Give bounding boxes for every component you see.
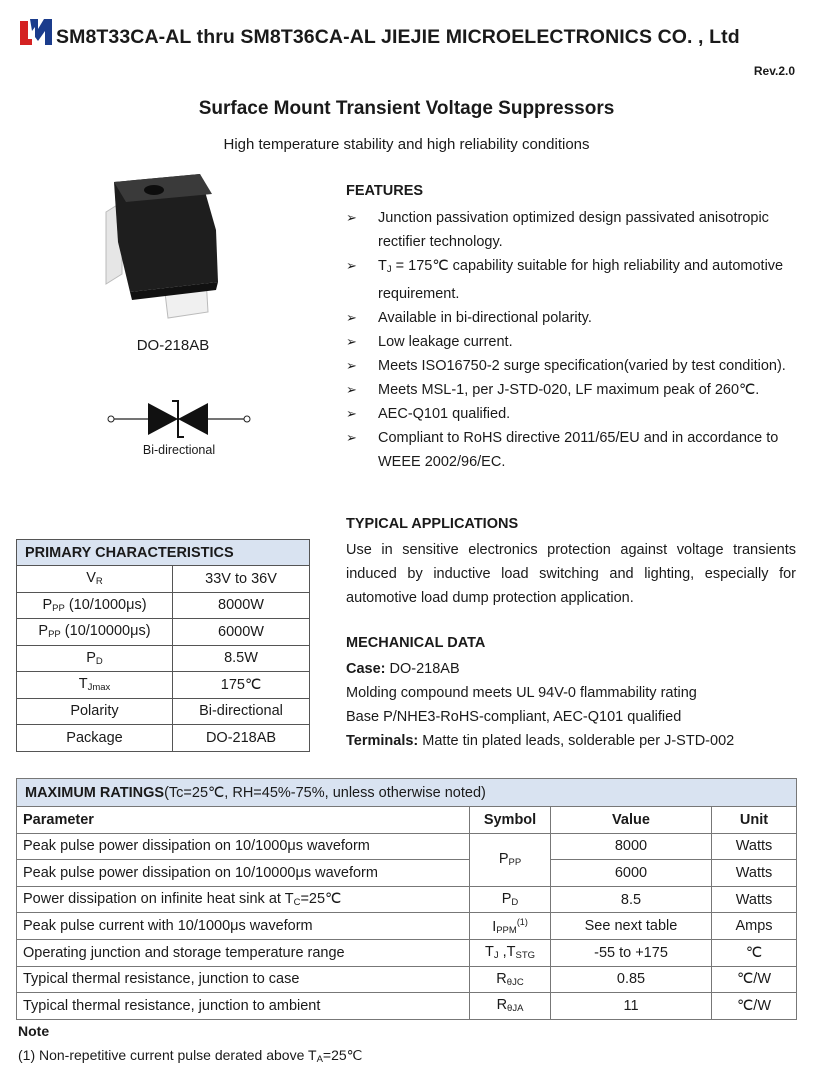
- table-row: Typical thermal resistance, junction to ambient $R_{\theta JA}$ 11 ℃/W: [17, 993, 797, 1020]
- table-row: Power dissipation on infinite heat sink at $T_C=25℃$ $P_D$ 8.5 Watts: [17, 886, 797, 913]
- list-item: ➢ AEC-Q101 qualified.: [346, 406, 511, 422]
- applications-heading: TYPICAL APPLICATIONS: [346, 516, 519, 532]
- diode-label: Bi-directional: [142, 443, 216, 457]
- list-item: ➢ Meets MSL-1, per J-STD-020, LF maximum peak of 260℃.: [346, 382, 760, 398]
- list-item: ➢ Junction passivation optimized design passivated anisotropic rectifier technology.: [346, 210, 769, 250]
- company-logo: [18, 17, 56, 47]
- mechanical-heading: MECHANICAL DATA: [346, 635, 486, 651]
- mech-case: Case: DO-218AB: [346, 661, 460, 677]
- mech-terminals: Terminals: Matte tin plated leads, solderable per J-STD-002: [346, 733, 735, 749]
- package-image: [100, 172, 230, 320]
- primary-heading: PRIMARY CHARACTERISTICS: [17, 540, 310, 566]
- table-row: Polarity Bi-directional: [17, 698, 310, 725]
- features-list: [346, 206, 796, 474]
- table-row: $V_R$ 33V to 36V: [17, 566, 310, 593]
- table-row: Peak pulse power dissipation on 10/1000μs waveform $P_{PP}$ 8000 Watts: [17, 833, 797, 860]
- table-row: $P_D$ 8.5W: [17, 645, 310, 672]
- note-heading: Note: [18, 1023, 50, 1039]
- table-row: $P_{PP}$ (10/1000μs) 8000W: [17, 592, 310, 619]
- revision-label: Rev.2.0: [753, 64, 795, 78]
- table-row: Operating junction and storage temperature range $T_J$ $,T_{STG}$ -55 to +175 ℃: [17, 939, 797, 966]
- mechanical-data: [346, 657, 806, 753]
- table-row: $P_{PP}$ (10/10000μs) 6000W: [17, 619, 310, 646]
- applications-text: Use in sensitive electronics protection against voltage transients induced by inductive load switching and lighting, especially for automotive load dump protection application.: [346, 542, 796, 606]
- table-row: Peak pulse power dissipation on 10/10000μs waveform 6000 Watts: [17, 860, 797, 887]
- bidirectional-diode-icon: [104, 397, 254, 441]
- list-item: ➢ Meets ISO16750-2 surge specification(varied by test condition).: [346, 358, 786, 374]
- note-text: (1) Non-repetitive current pulse derated above $T_A=25℃$: [18, 1047, 363, 1065]
- primary-characteristics-table: [16, 539, 310, 752]
- mech-base: Base P/NHE3-RoHS-compliant, AEC-Q101 qualified: [346, 709, 682, 725]
- max-ratings-heading: MAXIMUM RATINGS(Tc=25℃, RH=45%-75%, unless otherwise noted): [17, 779, 797, 807]
- maximum-ratings-table: [16, 778, 797, 1020]
- table-header-row: Parameter Symbol Value Unit: [17, 807, 797, 834]
- mech-molding: Molding compound meets UL 94V-0 flammability rating: [346, 685, 697, 701]
- header-title: SM8T33CA-AL thru SM8T36CA-AL JIEJIE MICROELECTRONICS CO. , Ltd: [56, 26, 740, 48]
- list-item: ➢ $T_J$ = 175℃ capability suitable for high reliability and automotive requirement.: [346, 258, 784, 302]
- table-row: $T_{Jmax}$ 175℃: [17, 672, 310, 699]
- list-item: ➢ Low leakage current.: [346, 334, 513, 350]
- table-row: Typical thermal resistance, junction to case $R_{\theta JC}$ 0.85 ℃/W: [17, 966, 797, 993]
- list-item: ➢ Available in bi-directional polarity.: [346, 310, 592, 326]
- table-row: Package DO-218AB: [17, 725, 310, 752]
- table-row: Peak pulse current with 10/1000μs waveform $I_{PPM}^{(1)}$ See next table Amps: [17, 913, 797, 940]
- document-title: Surface Mount Transient Voltage Suppressors: [198, 98, 615, 119]
- list-item: ➢ Compliant to RoHS directive 2011/65/EU and in accordance to WEEE 2002/96/EC.: [346, 430, 779, 470]
- document-subtitle: High temperature stability and high reliability conditions: [223, 136, 590, 153]
- features-heading: FEATURES: [346, 183, 424, 199]
- package-label: DO-218AB: [136, 337, 210, 354]
